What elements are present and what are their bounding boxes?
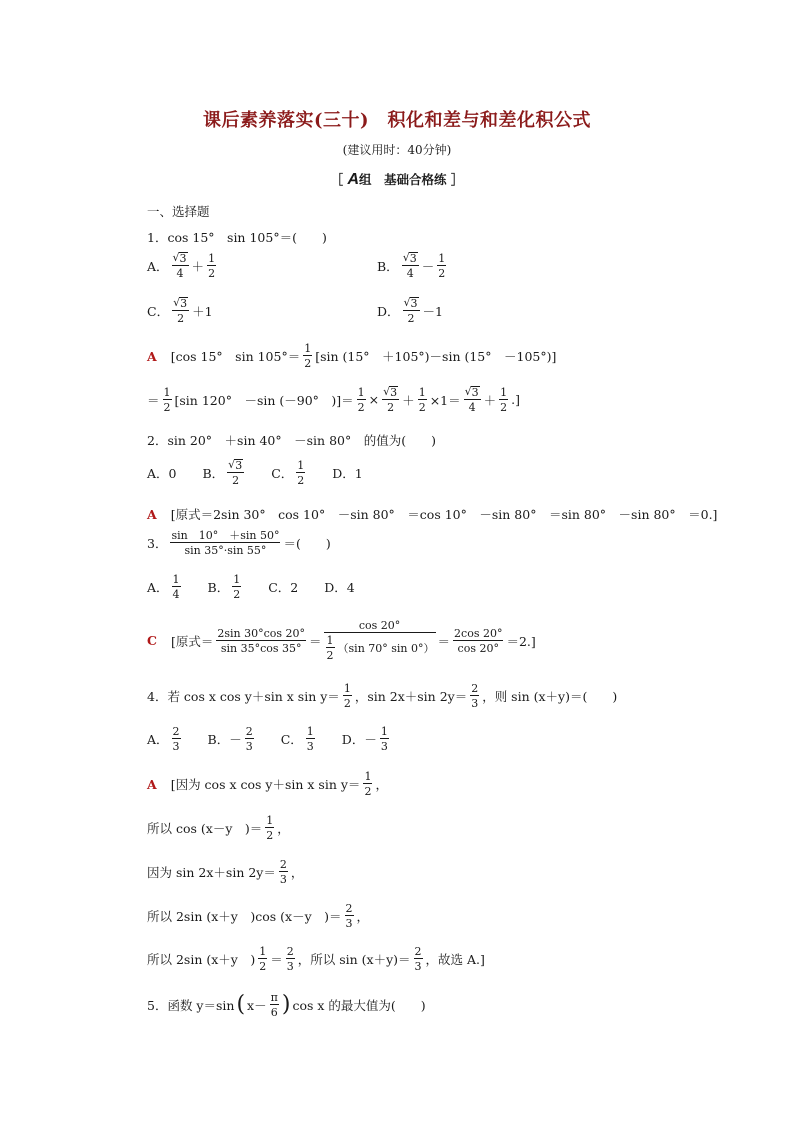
q1-stem: 1．cos 15° sin 105°＝( )	[147, 230, 327, 245]
q1-solution-line1: A [cos 15° sin 105°＝ $\frac{1}{2}$ [sin (15° ＋105°)－sin (15° －105°)]	[147, 342, 557, 370]
fraction: √ 3 2	[403, 296, 418, 325]
q1-option-b: B． √ 3 4 － $\frac{1}{2}$	[377, 251, 446, 280]
fraction: $\frac{1}{2}$	[500, 385, 508, 414]
group-heading	[0, 170, 794, 189]
paren-left: (	[236, 992, 246, 1017]
fraction: $\frac{1}{2}$	[266, 814, 274, 842]
page-title: 课后素养落实(三十) 积化和差与和差化积公式	[202, 110, 592, 131]
q2-solution: A [原式＝2sin 30° cos 10° －sin 80° ＝cos 10° －sin 80° ＝sin 80° －sin 80° ＝0.]	[147, 506, 718, 522]
fraction: $\frac{2}{3}$	[345, 902, 353, 930]
fraction: $\frac{1}{2}$	[438, 251, 446, 280]
fraction: $\frac{2\sin 30^\circ\cos 20^\circ}{\sin 35^\circ\cos 35^\circ}$	[217, 626, 306, 655]
q2-stem: 2．sin 20° ＋sin 40° －sin 80° 的值为( )	[147, 433, 436, 448]
group-letter: A	[347, 171, 360, 188]
answer-badge: C	[147, 633, 157, 648]
q4-stem: 4．若 cos x cos y＋sin x sin y＝ $\frac{1}{2}$ ，sin 2x＋sin 2y＝ $\frac{2}{3}$ ，则 sin (x＋y)＝( )	[147, 682, 618, 710]
fraction: $\frac{1}{2}$	[357, 385, 365, 414]
fraction: √ 3 4	[402, 251, 417, 280]
q3-options: A． $\frac{1}{4}$ B． $\frac{1}{2}$ C．2 D．4	[147, 573, 355, 601]
fraction: $\frac{1}{2}$	[233, 573, 241, 601]
fraction: $\frac{2}{3}$	[172, 725, 180, 753]
group-bracket-left: ［	[330, 172, 344, 187]
fraction: $\frac{1}{2}$	[418, 385, 426, 414]
fraction: $\frac{1}{2}$	[259, 945, 267, 973]
q4-solution-line5: 所以 2sin (x＋y ) $\frac{1}{2}$ ＝ $\frac{2}{3}$ ，所以 sin (x＋y)＝ $\frac{2}{3}$ ，故选 A.]	[147, 945, 485, 973]
group-text: 组 基础合格练	[359, 172, 447, 187]
fraction: $\frac{1}{4}$	[172, 573, 180, 601]
section-heading: 一、选择题	[147, 204, 210, 219]
time-note: (建议用时：40分钟)	[342, 143, 452, 157]
fraction: $\frac{1}{2}$	[364, 770, 372, 798]
fraction: $\frac{1}{2}$	[297, 458, 305, 487]
group-bracket-right: ］	[450, 172, 464, 187]
fraction: √ 3 2	[173, 296, 188, 325]
fraction: cos 20° $\frac{1}{2}$ （sin 70° sin 0°）	[325, 620, 435, 661]
paren-right: )	[281, 992, 291, 1017]
q1-option-a: A． √ 3 4 ＋ $\frac{1}{2}$	[147, 251, 216, 280]
answer-badge: A	[147, 776, 157, 792]
fraction: √ 3 4	[172, 251, 187, 280]
q4-solution-line1: A [因为 cos x cos y＋sin x sin y＝ $\frac{1}{2}$ ，	[147, 770, 388, 798]
q1-option-d: D． √ 3 2 －1	[377, 296, 443, 325]
answer-badge: A	[147, 348, 157, 364]
fraction: $\frac{2}{3}$	[471, 682, 479, 710]
q4-solution-line4: 所以 2sin (x＋y )cos (x－y )＝ $\frac{2}{3}$ ，	[147, 902, 370, 930]
fraction: $\frac{1}{2}$	[208, 251, 216, 280]
fraction: $\frac{\sin 10^\circ +\sin 50^\circ}{\sin 35^\circ\cdot\sin 55^\circ}$	[171, 529, 280, 557]
q4-solution-line3: 因为 sin 2x＋sin 2y＝ $\frac{2}{3}$ ，	[147, 858, 304, 886]
fraction: $\frac{2}{3}$	[286, 945, 294, 973]
fraction: $\frac{\pi}{6}$	[270, 991, 278, 1019]
q5-stem: 5．函数 y＝sin ( x－ $\frac{\pi}{6}$ ) cos x 的最大值为( )	[147, 991, 426, 1019]
fraction: √ 3 2	[228, 458, 243, 487]
fraction: $\frac{2}{3}$	[245, 725, 253, 753]
q1-solution-line2: ＝ $\frac{1}{2}$ [sin 120° －sin (－90° )]＝ $\frac{1}{2}$ × √ 3 2 ＋ $\frac{1}{2}$ ×1＝ √ 3 4 ＋ $\frac{1}{2}$ .]	[147, 385, 521, 414]
fraction: $\frac{1}{3}$	[380, 725, 388, 753]
fraction: $\frac{2\cos 20^\circ}{\cos 20^\circ}$	[454, 626, 503, 655]
fraction: $\frac{2}{3}$	[279, 858, 287, 886]
q3-stem: 3． $\frac{\sin 10^\circ +\sin 50^\circ}{\sin 35^\circ\cdot\sin 55^\circ}$ ＝( )	[147, 529, 331, 557]
q3-solution: C [原式＝ $\frac{2\sin 30^\circ\cos 20^\circ}{\sin 35^\circ\cos 35^\circ}$ ＝ cos 20° $\frac{1}{2}$ （sin 70° sin 0°） ＝ $\frac{2\cos 20^\circ}{\cos 20^\circ}$ ＝2.]	[147, 619, 536, 662]
fraction: √ 3 4	[464, 385, 479, 414]
fraction: $\frac{2}{3}$	[414, 945, 422, 973]
answer-badge: A	[147, 506, 157, 522]
q4-options: A． $\frac{2}{3}$ B．－ $\frac{2}{3}$ C． $\frac{1}{3}$ D．－ $\frac{1}{3}$	[147, 725, 388, 753]
q1-option-c: C． √ 3 2 ＋1	[147, 296, 213, 325]
fraction: $\frac{1}{2}$	[343, 682, 351, 710]
q4-solution-line2: 所以 cos (x－y )＝ $\frac{1}{2}$ ，	[147, 814, 290, 842]
fraction: $\frac{1}{3}$	[306, 725, 314, 753]
fraction: $\frac{1}{2}$	[304, 342, 312, 370]
fraction: √ 3 2	[383, 385, 398, 414]
q2-options: A．0 B． √ 3 2 C． $\frac{1}{2}$ D．1	[147, 458, 363, 487]
fraction: $\frac{1}{2}$	[163, 385, 171, 414]
